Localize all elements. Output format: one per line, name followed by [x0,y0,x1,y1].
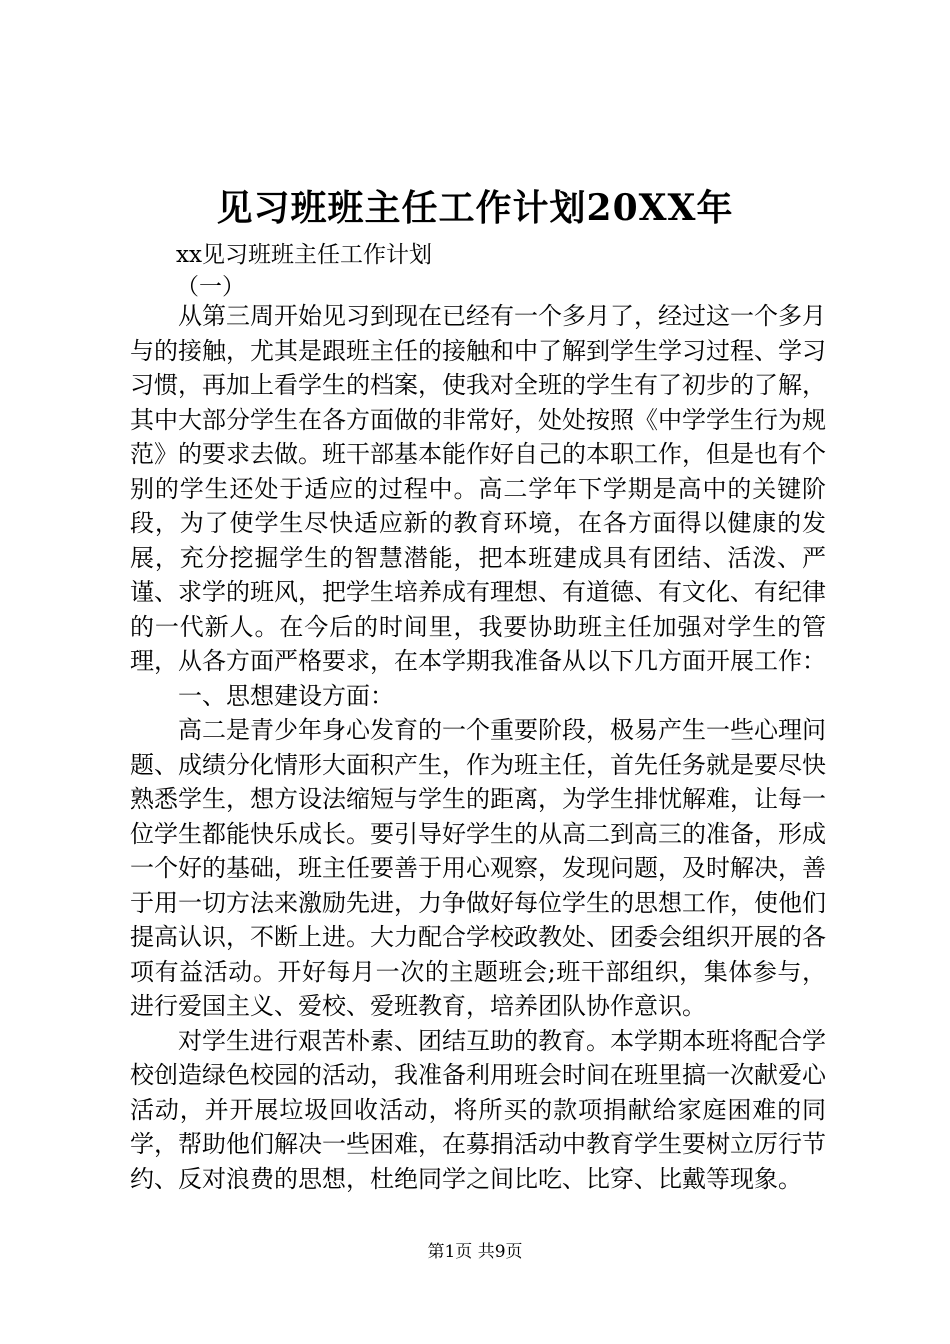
part-label: （一） [176,274,245,300]
document-title: 见习班班主任工作计划20XX年 [216,187,734,229]
paragraph-ideology: 高二是青少年身心发育的一个重要阶段，极易产生一些心理问题、成绩分化情形大面积产生，作为班主任，首先任务就是要尽快熟悉学生，想方设法缩短与学生的距离，为学生排忧解难，让每一位学生都能快乐成长。要引导好学生的从高二到高三的准备，形成一个好的基础，班主任要善于用心观察，发现问题，及时解决，善于用一切方法来激励先进，力争做好每位学生的思想工作，使他们提高认识，不断上进。大力配合学校政教处、团委会组织开展的各项有益活动。开好每月一次的主题班会;班干部组织，集体参与，进行爱国主义、爱校、爱班教育，培养团队协作意识。 [130,716,826,1020]
document-body [130,299,826,1196]
page-number: 第1页 共9页 [427,1242,523,1262]
document-subtitle: xx见习班班主任工作计划 [176,242,432,268]
paragraph-frugality: 对学生进行艰苦朴素、团结互助的教育。本学期本班将配合学校创造绿色校园的活动，我准备利用班会时间在班里搞一次献爱心活动，并开展垃圾回收活动，将所买的款项捐献给家庭困难的同学，帮助他们解决一些困难，在募捐活动中教育学生要树立厉行节约、反对浪费的思想，杜绝同学之间比吃、比穿、比戴等现象。 [130,1026,826,1193]
paragraph-intro: 从第三周开始见习到现在已经有一个多月了，经过这一个多月与的接触，尤其是跟班主任的接触和中了解到学生学习过程、学习习惯，再加上看学生的档案，使我对全班的学生有了初步的了解，其中大部分学生在各方面做的非常好，处处按照《中学学生行为规范》的要求去做。班干部基本能作好自己的本职工作，但是也有个别的学生还处于适应的过程中。高二学年下学期是高中的关键阶段，为了使学生尽快适应新的教育环境，在各方面得以健康的发展，充分挖掘学生的智慧潜能，把本班建成具有团结、活泼、严谨、求学的班风，把学生培养成有理想、有道德、有文化、有纪律的一代新人。在今后的时间里，我要协助班主任加强对学生的管理，从各方面严格要求，在本学期我准备从以下几方面开展工作： [130,302,826,675]
section-heading-ideology: 一、思想建设方面： [178,681,394,710]
